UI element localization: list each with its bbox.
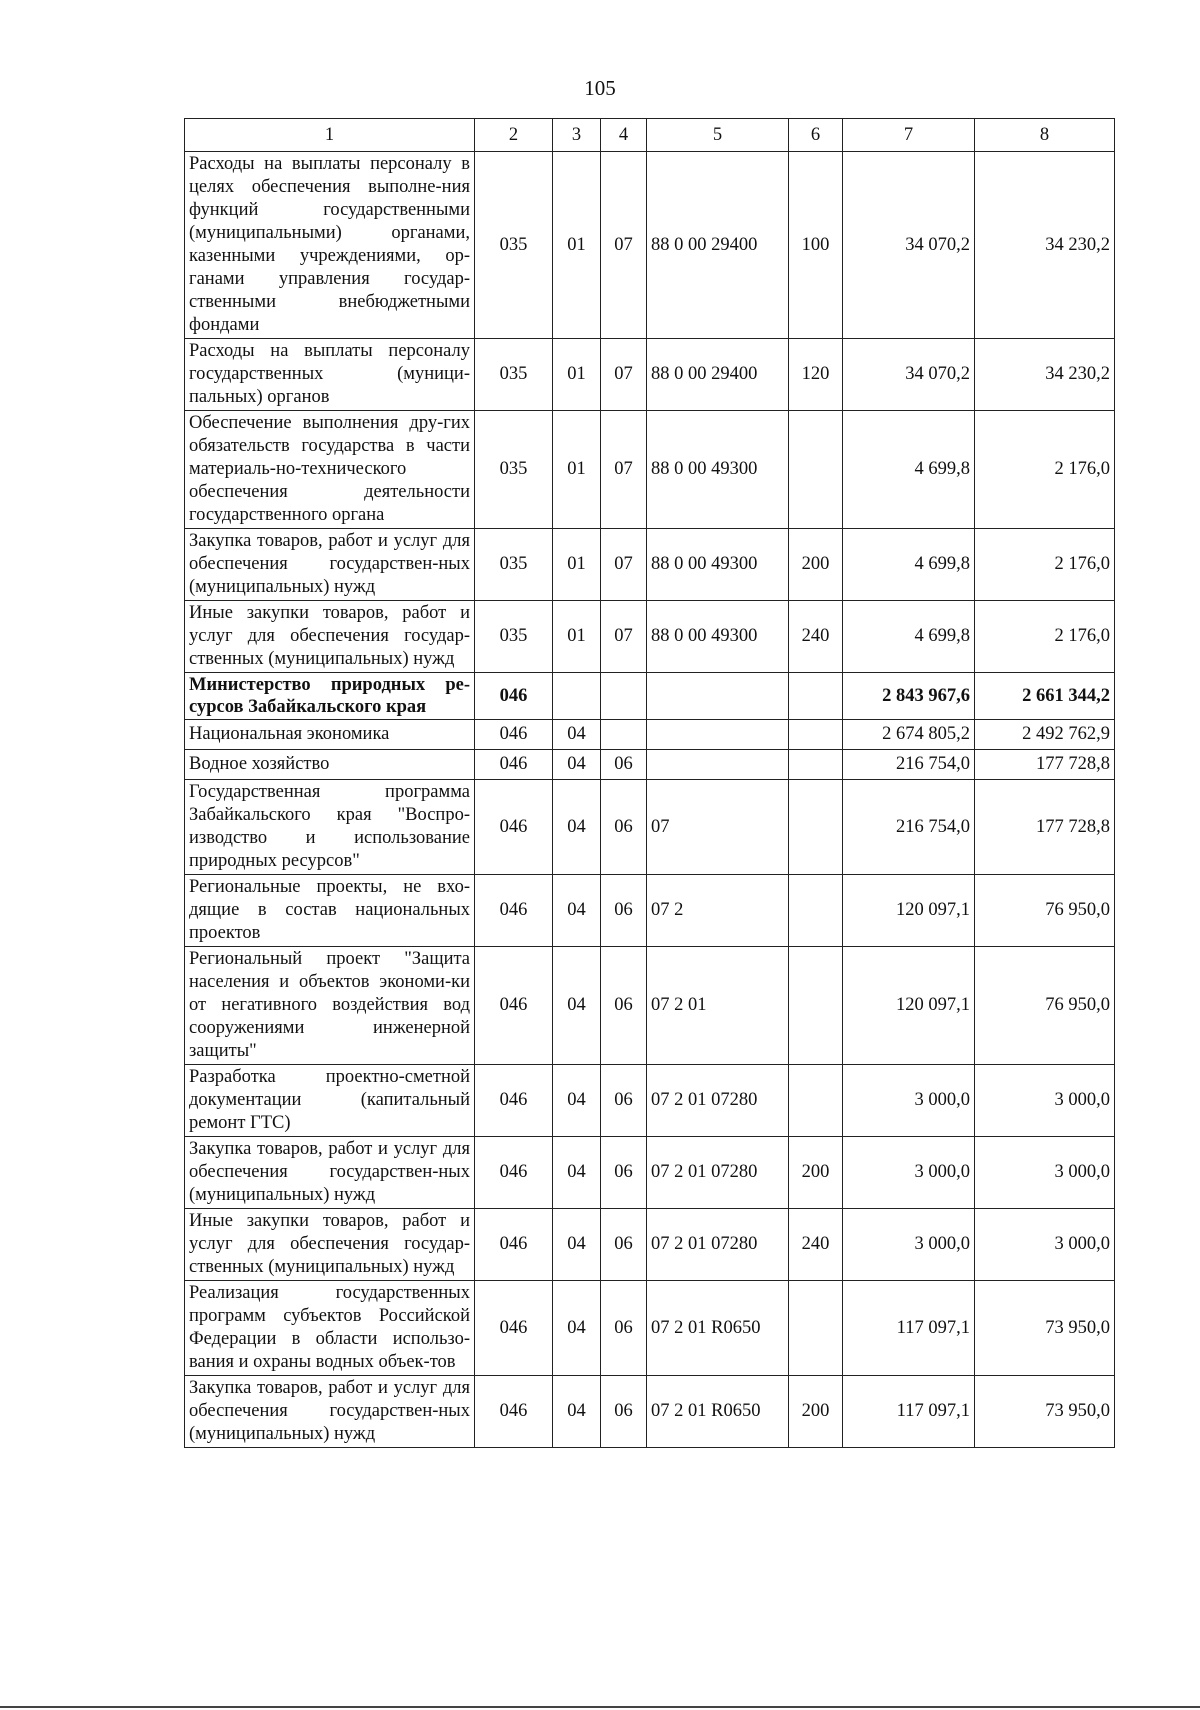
table-row — [185, 152, 1115, 339]
amount-year1-cell: 117 097,1 — [843, 1376, 975, 1448]
amount-year1-cell: 3 000,0 — [843, 1137, 975, 1209]
expense-name-cell: Закупка товаров, работ и услуг для обеспечения государствен-ных (муниципальных) нужд — [185, 1137, 475, 1209]
table-row — [185, 780, 1115, 875]
expense-type-cell: 240 — [789, 1209, 843, 1281]
section-code-cell: 01 — [553, 339, 601, 411]
table-row — [185, 1281, 1115, 1376]
target-article-cell — [647, 673, 789, 720]
target-article-cell — [647, 750, 789, 780]
amount-year1-cell: 120 097,1 — [843, 947, 975, 1065]
table-row — [185, 947, 1115, 1065]
expense-name-cell: Реализация государственных программ субъектов Российской Федерации в области использо-вания и охраны водных объек-тов — [185, 1281, 475, 1376]
subsection-code-cell: 06 — [601, 1137, 647, 1209]
amount-year2-cell: 76 950,0 — [975, 947, 1115, 1065]
table-row — [185, 1137, 1115, 1209]
ministry-code-cell: 035 — [475, 152, 553, 339]
expense-type-cell — [789, 673, 843, 720]
amount-year2-cell: 34 230,2 — [975, 339, 1115, 411]
expense-name-cell: Разработка проектно-сметной документации (капитальный ремонт ГТС) — [185, 1065, 475, 1137]
target-article-cell: 07 — [647, 780, 789, 875]
amount-year1-cell: 216 754,0 — [843, 750, 975, 780]
expense-name-cell: Национальная экономика — [185, 720, 475, 750]
header-row — [185, 119, 1115, 152]
table-body — [185, 152, 1115, 1448]
amount-year2-cell: 34 230,2 — [975, 152, 1115, 339]
table-row — [185, 875, 1115, 947]
amount-year2-cell: 177 728,8 — [975, 780, 1115, 875]
amount-year1-cell: 117 097,1 — [843, 1281, 975, 1376]
budget-table — [184, 118, 1115, 1448]
section-code-cell: 01 — [553, 411, 601, 529]
target-article-cell: 07 2 01 07280 — [647, 1209, 789, 1281]
target-article-cell: 88 0 00 49300 — [647, 601, 789, 673]
expense-name-cell: Закупка товаров, работ и услуг для обеспечения государствен-ных (муниципальных) нужд — [185, 529, 475, 601]
ministry-code-cell: 046 — [475, 720, 553, 750]
ministry-code-cell: 035 — [475, 529, 553, 601]
target-article-cell: 07 2 01 07280 — [647, 1065, 789, 1137]
amount-year1-cell: 4 699,8 — [843, 601, 975, 673]
table-row — [185, 673, 1115, 720]
amount-year1-cell: 34 070,2 — [843, 339, 975, 411]
amount-year2-cell: 73 950,0 — [975, 1281, 1115, 1376]
ministry-code-cell: 046 — [475, 750, 553, 780]
section-code-cell: 01 — [553, 601, 601, 673]
subsection-code-cell: 06 — [601, 1281, 647, 1376]
column-header: 3 — [553, 119, 601, 152]
amount-year2-cell: 3 000,0 — [975, 1065, 1115, 1137]
expense-name-cell: Государственная программа Забайкальского края "Воспро-изводство и использование природных ресурсов" — [185, 780, 475, 875]
expense-name-cell: Расходы на выплаты персоналу в целях обеспечения выполне-ния функций государственными (муниципальными) органами, казенными учреждениями, ор-ганами управления государ-ственными внебюджетными фондами — [185, 152, 475, 339]
expense-type-cell — [789, 720, 843, 750]
amount-year2-cell: 3 000,0 — [975, 1137, 1115, 1209]
target-article-cell: 07 2 01 07280 — [647, 1137, 789, 1209]
expense-type-cell — [789, 1281, 843, 1376]
table-row — [185, 601, 1115, 673]
section-code-cell: 04 — [553, 750, 601, 780]
amount-year2-cell: 2 176,0 — [975, 411, 1115, 529]
subsection-code-cell: 07 — [601, 152, 647, 339]
expense-type-cell: 200 — [789, 1137, 843, 1209]
amount-year2-cell: 2 176,0 — [975, 529, 1115, 601]
expense-type-cell — [789, 411, 843, 529]
expense-type-cell — [789, 750, 843, 780]
column-header: 4 — [601, 119, 647, 152]
column-header: 1 — [185, 119, 475, 152]
table-row — [185, 1376, 1115, 1448]
section-code-cell: 04 — [553, 875, 601, 947]
amount-year1-cell: 120 097,1 — [843, 875, 975, 947]
subsection-code-cell: 06 — [601, 1065, 647, 1137]
ministry-code-cell: 046 — [475, 947, 553, 1065]
amount-year2-cell: 76 950,0 — [975, 875, 1115, 947]
target-article-cell: 88 0 00 29400 — [647, 152, 789, 339]
subsection-code-cell: 06 — [601, 780, 647, 875]
amount-year1-cell: 2 674 805,2 — [843, 720, 975, 750]
section-code-cell: 04 — [553, 780, 601, 875]
expense-type-cell: 120 — [789, 339, 843, 411]
subsection-code-cell: 06 — [601, 875, 647, 947]
expense-type-cell — [789, 947, 843, 1065]
expense-name-cell: Министерство природных ре-сурсов Забайкальского края — [185, 673, 475, 720]
subsection-code-cell: 07 — [601, 339, 647, 411]
ministry-code-cell: 046 — [475, 1376, 553, 1448]
expense-type-cell: 100 — [789, 152, 843, 339]
section-code-cell: 04 — [553, 1137, 601, 1209]
subsection-code-cell: 06 — [601, 947, 647, 1065]
amount-year2-cell: 2 661 344,2 — [975, 673, 1115, 720]
expense-type-cell — [789, 780, 843, 875]
expense-type-cell — [789, 1065, 843, 1137]
amount-year1-cell: 34 070,2 — [843, 152, 975, 339]
subsection-code-cell: 07 — [601, 529, 647, 601]
subsection-code-cell: 07 — [601, 601, 647, 673]
target-article-cell: 88 0 00 49300 — [647, 529, 789, 601]
target-article-cell: 07 2 01 — [647, 947, 789, 1065]
column-header: 5 — [647, 119, 789, 152]
amount-year1-cell: 2 843 967,6 — [843, 673, 975, 720]
section-code-cell: 01 — [553, 529, 601, 601]
amount-year2-cell: 2 492 762,9 — [975, 720, 1115, 750]
table-row — [185, 411, 1115, 529]
amount-year2-cell: 2 176,0 — [975, 601, 1115, 673]
target-article-cell: 88 0 00 29400 — [647, 339, 789, 411]
amount-year1-cell: 3 000,0 — [843, 1065, 975, 1137]
target-article-cell: 07 2 — [647, 875, 789, 947]
section-code-cell: 04 — [553, 1376, 601, 1448]
section-code-cell: 04 — [553, 1281, 601, 1376]
subsection-code-cell — [601, 720, 647, 750]
section-code-cell: 04 — [553, 947, 601, 1065]
expense-type-cell: 200 — [789, 529, 843, 601]
section-code-cell: 01 — [553, 152, 601, 339]
column-header: 2 — [475, 119, 553, 152]
amount-year1-cell: 216 754,0 — [843, 780, 975, 875]
ministry-code-cell: 046 — [475, 1065, 553, 1137]
target-article-cell — [647, 720, 789, 750]
ministry-code-cell: 046 — [475, 1209, 553, 1281]
amount-year1-cell: 4 699,8 — [843, 529, 975, 601]
expense-name-cell: Расходы на выплаты персоналу государственных (муници-пальных) органов — [185, 339, 475, 411]
ministry-code-cell: 035 — [475, 411, 553, 529]
amount-year2-cell: 177 728,8 — [975, 750, 1115, 780]
expense-name-cell: Обеспечение выполнения дру-гих обязательств государства в части материаль-но-технического обеспечения деятельности государственного органа — [185, 411, 475, 529]
table-row — [185, 1209, 1115, 1281]
section-code-cell: 04 — [553, 1209, 601, 1281]
table-row — [185, 750, 1115, 780]
expense-name-cell: Водное хозяйство — [185, 750, 475, 780]
expense-name-cell: Региональные проекты, не вхо-дящие в состав национальных проектов — [185, 875, 475, 947]
target-article-cell: 88 0 00 49300 — [647, 411, 789, 529]
ministry-code-cell: 046 — [475, 1281, 553, 1376]
amount-year2-cell: 3 000,0 — [975, 1209, 1115, 1281]
column-header: 6 — [789, 119, 843, 152]
expense-name-cell: Иные закупки товаров, работ и услуг для обеспечения государ-ственных (муниципальных) нужд — [185, 1209, 475, 1281]
subsection-code-cell: 06 — [601, 750, 647, 780]
ministry-code-cell: 035 — [475, 339, 553, 411]
subsection-code-cell: 06 — [601, 1209, 647, 1281]
subsection-code-cell — [601, 673, 647, 720]
column-header: 7 — [843, 119, 975, 152]
table-row — [185, 529, 1115, 601]
expense-name-cell: Иные закупки товаров, работ и услуг для обеспечения государ-ственных (муниципальных) нужд — [185, 601, 475, 673]
ministry-code-cell: 046 — [475, 875, 553, 947]
table-row — [185, 1065, 1115, 1137]
ministry-code-cell: 035 — [475, 601, 553, 673]
amount-year2-cell: 73 950,0 — [975, 1376, 1115, 1448]
target-article-cell: 07 2 01 R0650 — [647, 1376, 789, 1448]
ministry-code-cell: 046 — [475, 780, 553, 875]
subsection-code-cell: 07 — [601, 411, 647, 529]
amount-year1-cell: 3 000,0 — [843, 1209, 975, 1281]
page-number: 105 — [584, 76, 616, 100]
expense-name-cell: Закупка товаров, работ и услуг для обеспечения государствен-ных (муниципальных) нужд — [185, 1376, 475, 1448]
table-row — [185, 339, 1115, 411]
expense-name-cell: Региональный проект "Защита населения и объектов экономи-ки от негативного воздействия вод сооружениями инженерной защиты" — [185, 947, 475, 1065]
section-code-cell: 04 — [553, 720, 601, 750]
target-article-cell: 07 2 01 R0650 — [647, 1281, 789, 1376]
expense-type-cell — [789, 875, 843, 947]
section-code-cell — [553, 673, 601, 720]
subsection-code-cell: 06 — [601, 1376, 647, 1448]
column-header: 8 — [975, 119, 1115, 152]
bottom-divider — [0, 1706, 1200, 1708]
expense-type-cell: 240 — [789, 601, 843, 673]
amount-year1-cell: 4 699,8 — [843, 411, 975, 529]
ministry-code-cell: 046 — [475, 673, 553, 720]
table-row — [185, 720, 1115, 750]
section-code-cell: 04 — [553, 1065, 601, 1137]
expense-type-cell: 200 — [789, 1376, 843, 1448]
ministry-code-cell: 046 — [475, 1137, 553, 1209]
